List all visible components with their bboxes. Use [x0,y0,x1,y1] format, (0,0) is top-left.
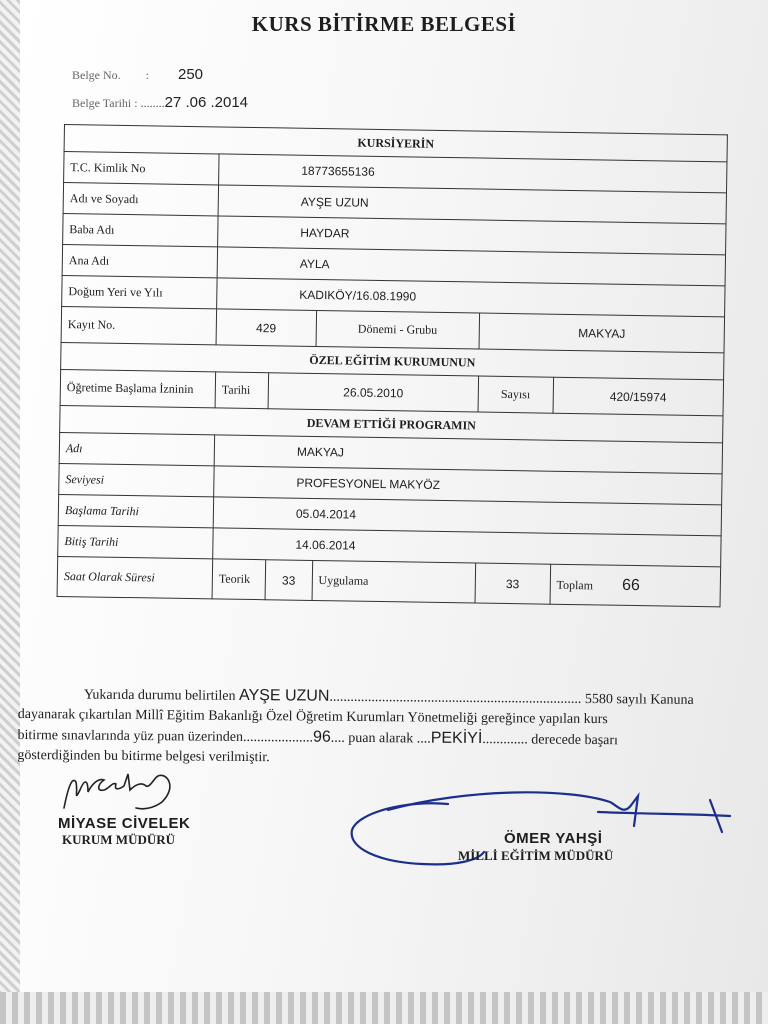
document-title: KURS BİTİRME BELGESİ [251,12,517,36]
registration-label: Kayıt No. [61,306,217,344]
tc-label: T.C. Kimlik No [64,152,219,185]
start-date-label: Başlama Tarihi [58,494,213,527]
end-date-value: 14.06.2014 [213,528,721,567]
program-name-label: Adı [59,432,214,465]
education-director-title: MİLLİ EĞİTİM MÜDÜRÜ [458,848,614,863]
statement-score-text: .... puan alarak .... [330,730,431,747]
permit-number-value: 420/15974 [553,377,724,416]
handwritten-signature-left [58,768,198,814]
statement-line-4: gösterdiğinden bu bitirme belgesi verilmiştir. [17,747,270,766]
statement-student-name: AYŞE UZUN [238,686,330,705]
father-name-value: HAYDAR [218,216,726,255]
birth-label: Doğum Yeri ve Yılı [62,275,217,308]
practice-hours: 33 [475,563,550,604]
permit-number-label: Sayısı [478,376,553,413]
institution-director-signature [58,768,198,848]
section-heading-program: DEVAM ETTİĞİ PROGRAMIN [60,405,723,442]
level-label: Seviyesi [59,463,214,496]
duration-label: Saat Olarak Süresi [57,556,213,598]
statement-line-3: bitirme sınavlarında yüz puan üzerinden.................... [17,727,314,746]
total-cell [550,564,721,607]
statement-grade: PEKİYİ [430,729,483,748]
statement-score: 96 [312,728,331,746]
education-director-name: ÖMER YAHŞİ [504,830,603,847]
total-label: Toplam [556,577,594,592]
decorative-border-bottom [0,992,768,1024]
father-name-label: Baba Adı [63,213,218,246]
practice-label: Uygulama [312,560,476,603]
name-value: AYŞE UZUN [218,185,726,224]
certificate-date-row: Belge Tarihi : ........27 .06 .2014 [72,94,249,111]
end-date-label: Bitiş Tarihi [58,525,213,558]
certificate-statement [17,684,748,772]
theory-label: Teorik [212,559,266,600]
permit-label: Öğretime Başlama İzninin [60,369,216,407]
program-name-value: MAKYAJ [214,435,722,474]
statement-grade-text: ............. derecede başarı [482,732,619,749]
permit-date-value: 26.05.2010 [268,373,478,412]
level-value: PROFESYONEL MAKYÖZ [214,466,722,505]
theory-hours: 33 [265,560,312,601]
start-date-value: 05.04.2014 [213,497,721,536]
mother-name-label: Ana Adı [62,244,217,277]
mother-name-value: AYLA [217,247,725,286]
certificate-date-label: Belge Tarihi : [72,96,138,110]
certificate-number-row: Belge No. : 250 [72,66,204,83]
director-title: KURUM MÜDÜRÜ [62,832,176,847]
registration-value: 429 [216,309,316,347]
certificate-number-label: Belge No. [72,68,121,82]
certificate-date: 27 .06 .2014 [164,94,249,111]
tc-value: 18773655136 [219,154,727,193]
student-info-table [57,124,728,607]
statement-line-2: dayanarak çıkartılan Millî Eğitim Bakanlığı Özel Öğretim Kurumları Yönetmeliği gereğince yapılan kurs [17,706,608,728]
statement-line-1: Yukarıda durumu belirtilen [83,687,236,704]
statement-law-ref: ........................................................................ 5580 sayılı Kanuna [329,689,694,708]
section-heading-institution: ÖZEL EĞİTİM KURUMUNUN [61,342,724,379]
name-label: Adı ve Soyadı [63,183,218,216]
term-group-value: MAKYAJ [479,313,725,353]
section-heading-student: KURSİYERİN [64,125,727,162]
total-hours: 66 [621,576,640,594]
birth-value: KADIKÖY/16.08.1990 [217,278,725,317]
permit-date-label: Tarihi [215,372,269,409]
certificate-number: 250 [178,66,204,83]
term-group-label: Dönemi - Grubu [316,310,480,349]
director-name: MİYASE CİVELEK [58,815,191,832]
